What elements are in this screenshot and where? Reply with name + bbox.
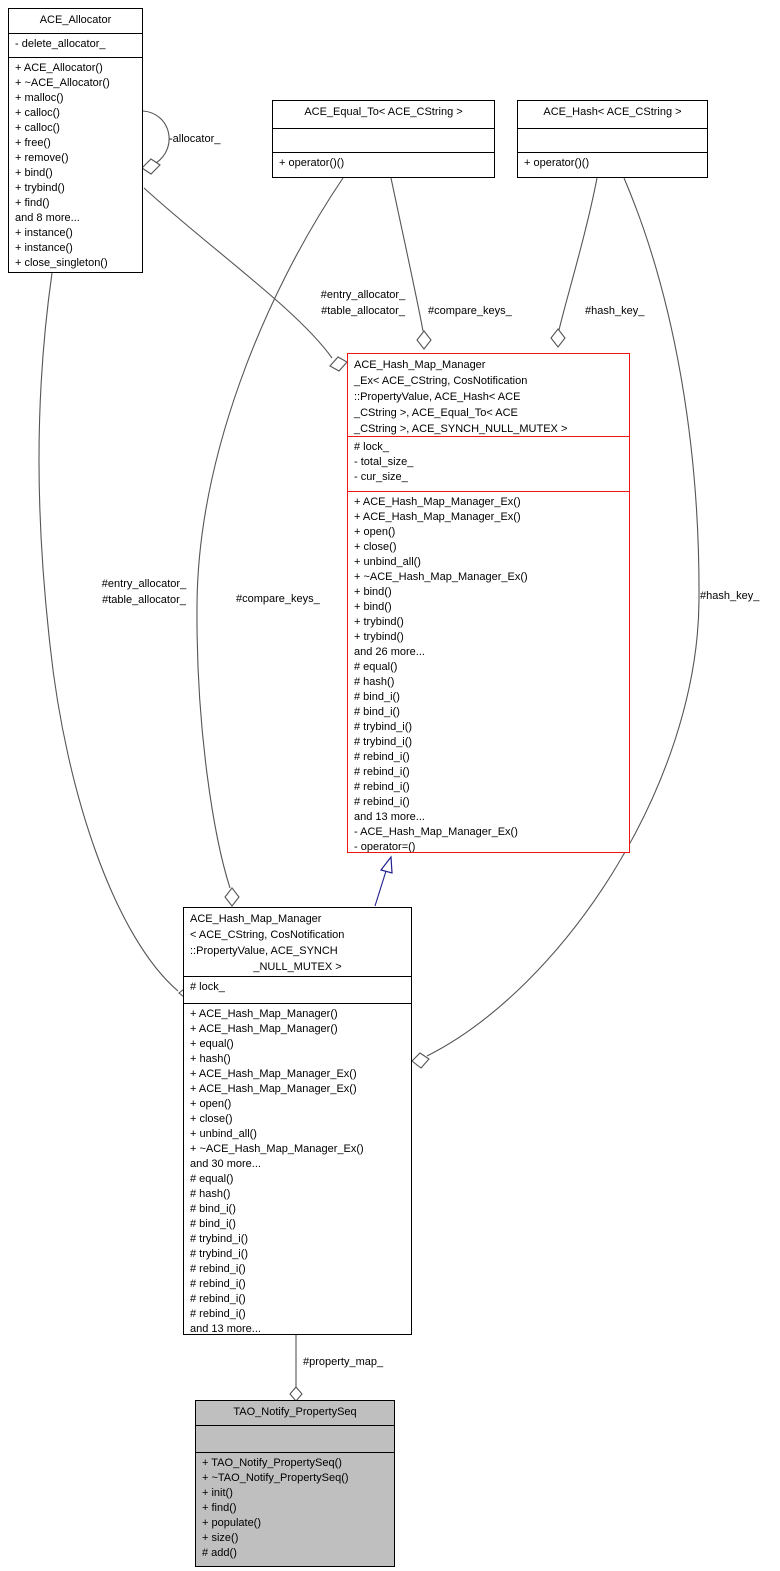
- edge-label-line: #table_allocator_: [321, 305, 405, 317]
- method-line: + ACE_Allocator(): [15, 61, 103, 74]
- method-line: + size(): [202, 1532, 239, 1544]
- method-line: and 13 more...: [190, 1323, 261, 1334]
- method-line: + find(): [15, 196, 50, 209]
- method-line: + open(): [190, 1098, 232, 1111]
- method-line: + ACE_Hash_Map_Manager_Ex(): [190, 1083, 357, 1096]
- method-line: # trybind_i(): [354, 735, 413, 748]
- aggregation-diamond-hash-ex: [551, 329, 565, 347]
- class-box-ace-equal-to[interactable]: [272, 100, 495, 178]
- class-methods: [9, 58, 142, 272]
- method-line: + open(): [354, 525, 396, 538]
- title-line: ACE_Hash< ACE_CString >: [543, 106, 682, 118]
- method-line: + bind(): [354, 585, 392, 598]
- method-line: # equal(): [354, 660, 398, 673]
- method-line: # trybind_i(): [190, 1248, 249, 1261]
- method-line: # trybind_i(): [354, 720, 413, 733]
- edge-self-allocator: [143, 111, 169, 163]
- class-box-ace-allocator[interactable]: [8, 8, 143, 273]
- attribute-line: # lock_: [354, 440, 389, 453]
- title-line: ACE_Equal_To< ACE_CString >: [304, 106, 463, 118]
- edge-label-line: #entry_allocator_: [320, 289, 406, 301]
- method-line: # add(): [202, 1547, 237, 1559]
- method-line: + trybind(): [354, 630, 404, 643]
- title-line: ACE_Hash_Map_Manager: [190, 913, 322, 925]
- attribute-line: # lock_: [190, 980, 225, 993]
- method-line: # rebind_i(): [190, 1263, 246, 1276]
- title-line: ACE_Allocator: [39, 14, 112, 26]
- class-attributes: [348, 437, 629, 492]
- class-title: [518, 101, 707, 129]
- class-box-ace-hash[interactable]: [517, 100, 708, 178]
- attribute-line: - total_size_: [354, 455, 414, 468]
- edge-equalto-to-manager: [197, 178, 343, 888]
- method-line: + ACE_Hash_Map_Manager_Ex(): [354, 495, 521, 508]
- method-line: + close(): [354, 540, 397, 553]
- edge-inheritance: [375, 871, 386, 906]
- method-line: + ~TAO_Notify_PropertySeq(): [202, 1472, 349, 1484]
- class-attributes: [9, 34, 142, 58]
- attribute-line: - cur_size_: [354, 470, 408, 483]
- edge-label-hash-key-ex: #hash_key_: [585, 305, 645, 317]
- edge-label-line: #entry_allocator_: [101, 578, 187, 590]
- edge-label-property-map: #property_map_: [303, 1356, 384, 1368]
- class-methods: [196, 1453, 394, 1564]
- method-line: + close_singleton(): [15, 256, 108, 269]
- class-title: [9, 9, 142, 34]
- method-line: - operator=(): [354, 840, 416, 852]
- method-line: + TAO_Notify_PropertySeq(): [202, 1457, 342, 1469]
- method-line: + calloc(): [15, 121, 60, 134]
- class-attributes: [518, 129, 707, 153]
- method-line: # bind_i(): [190, 1203, 236, 1216]
- method-line: + ACE_Hash_Map_Manager(): [190, 1008, 338, 1021]
- method-line: # rebind_i(): [354, 780, 410, 793]
- edge-label-entry-table-allocator-manager: [86, 576, 202, 608]
- edge-label-hash-key-manager: #hash_key_: [700, 590, 760, 602]
- edge-label-entry-table-allocator-ex: [303, 287, 423, 319]
- method-line: # bind_i(): [354, 705, 400, 718]
- edge-label-compare-keys-ex: #compare_keys_: [428, 305, 512, 317]
- class-methods: [273, 153, 494, 174]
- method-line: + find(): [202, 1502, 237, 1514]
- title-line: ::PropertyValue, ACE_Hash< ACE: [354, 391, 521, 403]
- title-line: _NULL_MUTEX >: [253, 961, 342, 973]
- method-line: # rebind_i(): [190, 1308, 246, 1321]
- class-box-tao-notify-propertyseq[interactable]: [195, 1400, 395, 1567]
- method-line: + ~ACE_Hash_Map_Manager_Ex(): [190, 1143, 364, 1156]
- method-line: # trybind_i(): [190, 1233, 249, 1246]
- class-methods: [184, 1004, 411, 1334]
- title-line: TAO_Notify_PropertySeq: [233, 1406, 357, 1418]
- method-line: and 13 more...: [354, 810, 425, 823]
- class-attributes: [184, 977, 411, 1005]
- method-line: + instance(): [15, 241, 73, 254]
- method-line: # rebind_i(): [190, 1293, 246, 1306]
- method-line: and 26 more...: [354, 645, 425, 658]
- title-line: < ACE_CString, CosNotification: [190, 929, 345, 941]
- method-line: + equal(): [190, 1038, 234, 1051]
- method-line: + malloc(): [15, 91, 64, 104]
- class-title: [348, 354, 629, 437]
- method-line: + calloc(): [15, 106, 60, 119]
- edge-label-allocator: -allocator_: [169, 133, 221, 145]
- method-line: # rebind_i(): [354, 750, 410, 763]
- aggregation-diamond-self-allocator: [142, 159, 160, 174]
- aggregation-diamond-equalto-ex: [417, 331, 431, 349]
- aggregation-diamond-allocator-ex: [330, 357, 347, 371]
- method-line: - ACE_Hash_Map_Manager_Ex(): [354, 825, 518, 838]
- class-methods: [518, 153, 707, 174]
- method-line: + operator()(): [279, 157, 345, 169]
- inheritance-arrowhead: [381, 857, 392, 873]
- method-line: + ACE_Hash_Map_Manager_Ex(): [354, 510, 521, 523]
- class-attributes: [196, 1426, 394, 1453]
- edge-label-compare-keys-manager: #compare_keys_: [236, 593, 320, 605]
- method-line: # bind_i(): [354, 690, 400, 703]
- method-line: + close(): [190, 1113, 233, 1126]
- method-line: and 30 more...: [190, 1158, 261, 1171]
- method-line: # rebind_i(): [354, 795, 410, 808]
- method-line: + unbind_all(): [354, 555, 421, 568]
- method-line: # rebind_i(): [190, 1278, 246, 1291]
- edge-label-line: #table_allocator_: [102, 594, 186, 606]
- method-line: + instance(): [15, 226, 73, 239]
- title-line: ACE_Hash_Map_Manager: [354, 359, 486, 371]
- method-line: + trybind(): [15, 181, 65, 194]
- class-title: [184, 908, 411, 977]
- class-title: [273, 101, 494, 129]
- method-line: + operator()(): [524, 157, 590, 169]
- class-methods: [348, 492, 629, 852]
- class-attributes: [273, 129, 494, 153]
- method-line: + ~ACE_Allocator(): [15, 76, 110, 89]
- method-line: + ACE_Hash_Map_Manager_Ex(): [190, 1068, 357, 1081]
- method-line: + populate(): [202, 1517, 262, 1529]
- method-line: + bind(): [354, 600, 392, 613]
- method-line: and 8 more...: [15, 211, 80, 224]
- title-line: ::PropertyValue, ACE_SYNCH: [190, 945, 338, 957]
- title-line: _CString >, ACE_Equal_To< ACE: [354, 407, 518, 419]
- class-box-ace-hash-map-manager[interactable]: [183, 907, 412, 1335]
- edge-allocator-to-manager: [39, 273, 178, 991]
- method-line: # hash(): [354, 675, 395, 688]
- aggregation-diamond-equalto-manager: [225, 888, 239, 906]
- edge-allocator-to-manager-ex: [144, 188, 332, 358]
- title-line: _CString >, ACE_SYNCH_NULL_MUTEX >: [354, 423, 568, 435]
- method-line: # equal(): [190, 1173, 234, 1186]
- method-line: + unbind_all(): [190, 1128, 257, 1141]
- method-line: + init(): [202, 1487, 233, 1499]
- method-line: + ~ACE_Hash_Map_Manager_Ex(): [354, 570, 528, 583]
- aggregation-diamond-hash-manager: [412, 1053, 429, 1068]
- method-line: # hash(): [190, 1188, 231, 1201]
- method-line: + remove(): [15, 151, 69, 164]
- class-box-ace-hash-map-manager-ex[interactable]: [347, 353, 630, 853]
- method-line: + free(): [15, 136, 51, 149]
- method-line: + trybind(): [354, 615, 404, 628]
- method-line: + hash(): [190, 1053, 231, 1066]
- method-line: # rebind_i(): [354, 765, 410, 778]
- method-line: + ACE_Hash_Map_Manager(): [190, 1023, 338, 1036]
- method-line: # bind_i(): [190, 1218, 236, 1231]
- method-line: + bind(): [15, 166, 53, 179]
- title-line: _Ex< ACE_CString, CosNotification: [354, 375, 528, 387]
- attribute-line: - delete_allocator_: [15, 37, 106, 50]
- class-title: [196, 1401, 394, 1426]
- aggregation-diamond-property-map: [290, 1387, 302, 1401]
